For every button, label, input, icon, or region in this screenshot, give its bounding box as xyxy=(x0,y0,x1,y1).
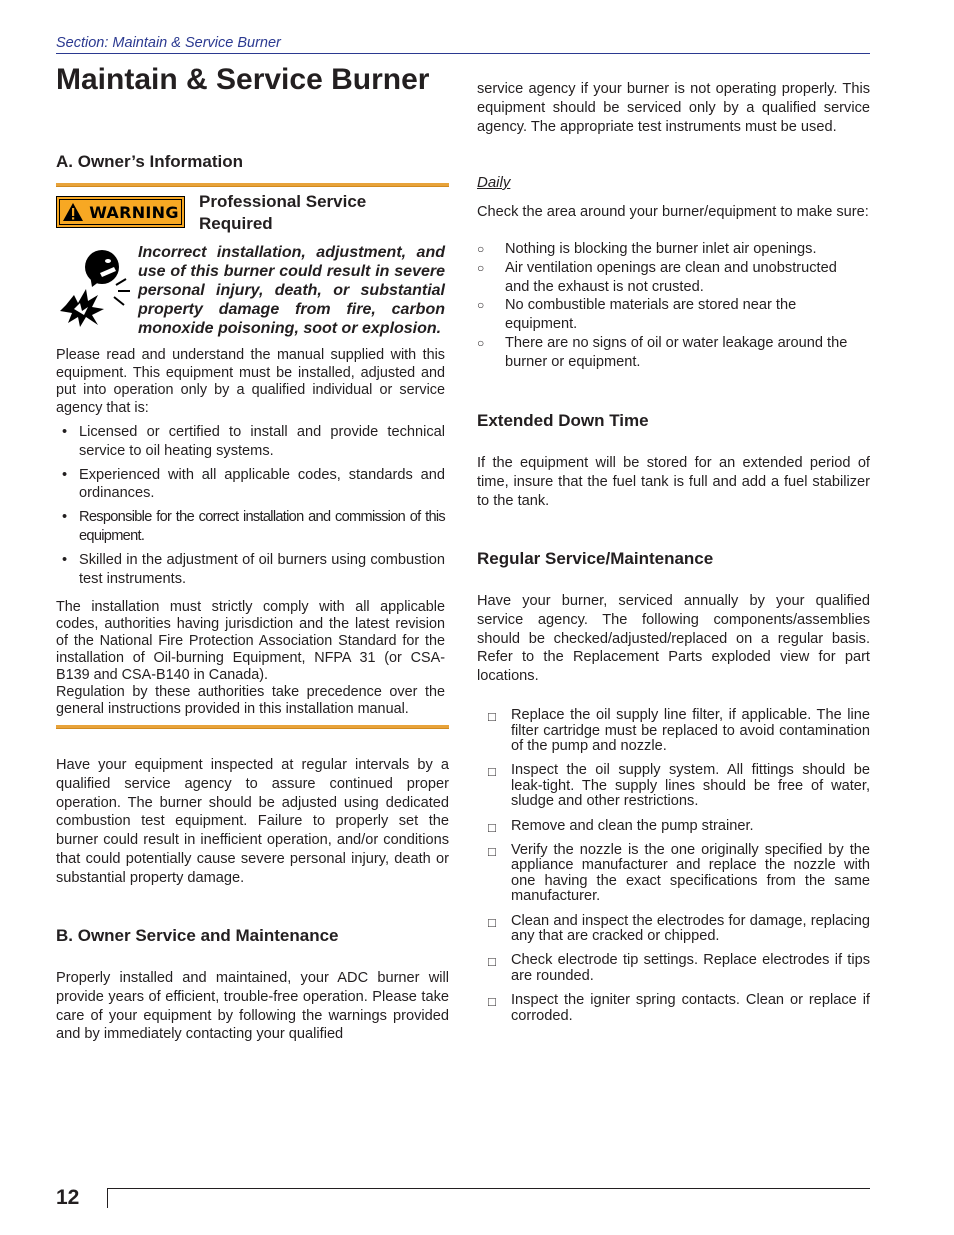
regular-heading: Regular Service/Maintenance xyxy=(477,549,714,568)
daily-checklist xyxy=(477,240,857,372)
list-item: □ Verify the nozzle is the one originally specified by the appliance manufacturer and replace the nozzle with one having the exact specifications from the same manufacturer. xyxy=(477,843,870,905)
footer-divider-horizontal xyxy=(107,1188,870,1189)
owner-service-paragraph: Properly installed and maintained, your ADC burner will provide years of efficient, trouble-free operation. Please take care of your equipment by following the warnings provided and by immediately contacting your qualified xyxy=(56,970,449,1043)
compliance-paragraph: The installation must strictly comply with all applicable codes, authorities having jurisdiction and the latest revision of the National Fire Protection Association Standard for the installation of Oil-burning Equipment, NFPA 31 (or CSA-B139 and CSA-B140 in Canada). xyxy=(56,599,445,683)
list-item: ○ Air ventilation openings are clean and unobstructed and the exhaust is not crusted. xyxy=(477,259,857,297)
qualification-list xyxy=(56,423,445,593)
list-item: ○ No combustible materials are stored near the equipment. xyxy=(477,296,857,334)
list-item: □ Clean and inspect the electrodes for damage, replacing any that are cracked or chipped. xyxy=(477,914,870,945)
page-number: 12 xyxy=(56,1186,80,1209)
extended-heading: Extended Down Time xyxy=(477,411,649,430)
continued-paragraph: service agency if your burner is not operating properly. This equipment should be serviced only by a qualified service agency. The appropriate test instruments must be used. xyxy=(477,81,870,135)
warning-bottom-rule xyxy=(56,725,449,729)
warning-text: Incorrect installation, adjustment, and use of this burner could result in severe personal injury, death, or substantial property damage from fire, carbon monoxide poisoning, soot or explosion. xyxy=(138,244,445,337)
owner-service-heading: B. Owner Service and Maintenance xyxy=(56,926,339,945)
warning-triangle-icon xyxy=(62,202,84,222)
footer-divider-vertical xyxy=(107,1188,108,1208)
regular-paragraph: Have your burner, serviced annually by your qualified service agency. The following components/assemblies should be checked/adjusted/replaced on a regular basis. Refer to the Replacement Parts exploded view for part locations. xyxy=(477,593,870,685)
warning-badge xyxy=(56,196,185,228)
explosion-person-icon xyxy=(56,245,134,327)
list-item: • Skilled in the adjustment of oil burners using combustion test instruments. xyxy=(56,551,445,589)
warning-heading: Professional Service Required xyxy=(199,192,367,233)
list-item: □ Inspect the igniter spring contacts. Clean or replace if corroded. xyxy=(477,993,870,1024)
warning-badge-text: WARNING xyxy=(89,202,179,222)
section-label: Section: Maintain & Service Burner xyxy=(56,35,281,51)
list-item: • Responsible for the correct installation and commission of this equipment. xyxy=(56,508,445,546)
list-item: □ Remove and clean the pump strainer. xyxy=(477,819,870,835)
list-item: □ Inspect the oil supply system. All fittings should be leak-tight. The supply lines should be free of water, sludge and other restrictions. xyxy=(477,763,870,810)
page-title: Maintain & Service Burner xyxy=(56,63,430,96)
list-item: • Experienced with all applicable codes, standards and ordinances. xyxy=(56,466,445,504)
warning-top-rule xyxy=(56,183,449,187)
intro-paragraph: Please read and understand the manual supplied with this equipment. This equipment must be installed, adjusted and put into operation only by a qualified individual or service agency that is: xyxy=(56,347,445,416)
owners-info-heading: A. Owner’s Information xyxy=(56,152,244,171)
extended-paragraph: If the equipment will be stored for an extended period of time, insure that the fuel tank is full and add a fuel stabilizer to the tank. xyxy=(477,455,870,509)
list-item: • Licensed or certified to install and provide technical service to oil heating systems. xyxy=(56,423,445,461)
daily-intro: Check the area around your burner/equipment to make sure: xyxy=(477,204,869,220)
list-item: ○ There are no signs of oil or water leakage around the burner or equipment. xyxy=(477,334,857,372)
header-rule xyxy=(56,53,870,54)
list-item: ○ Nothing is blocking the burner inlet air openings. xyxy=(477,240,857,259)
daily-heading: Daily xyxy=(477,174,511,191)
regulation-paragraph: Regulation by these authorities take precedence over the general instructions provided in this installation manual. xyxy=(56,684,445,717)
service-checklist xyxy=(477,708,870,1033)
list-item: □ Check electrode tip settings. Replace electrodes if tips are rounded. xyxy=(477,953,870,984)
inspection-paragraph: Have your equipment inspected at regular intervals by a qualified service agency to assure continued proper operation. The burner should be adjusted using dedicated combustion test equipment. Failure to properly set the burner could result in inefficient operation, and/or conditions that could potentially cause severe personal injury, death or substantial property damage. xyxy=(56,757,449,886)
list-item: □ Replace the oil supply line filter, if applicable. The line filter cartridge must be replaced to avoid contamination of the pump and nozzle. xyxy=(477,708,870,755)
